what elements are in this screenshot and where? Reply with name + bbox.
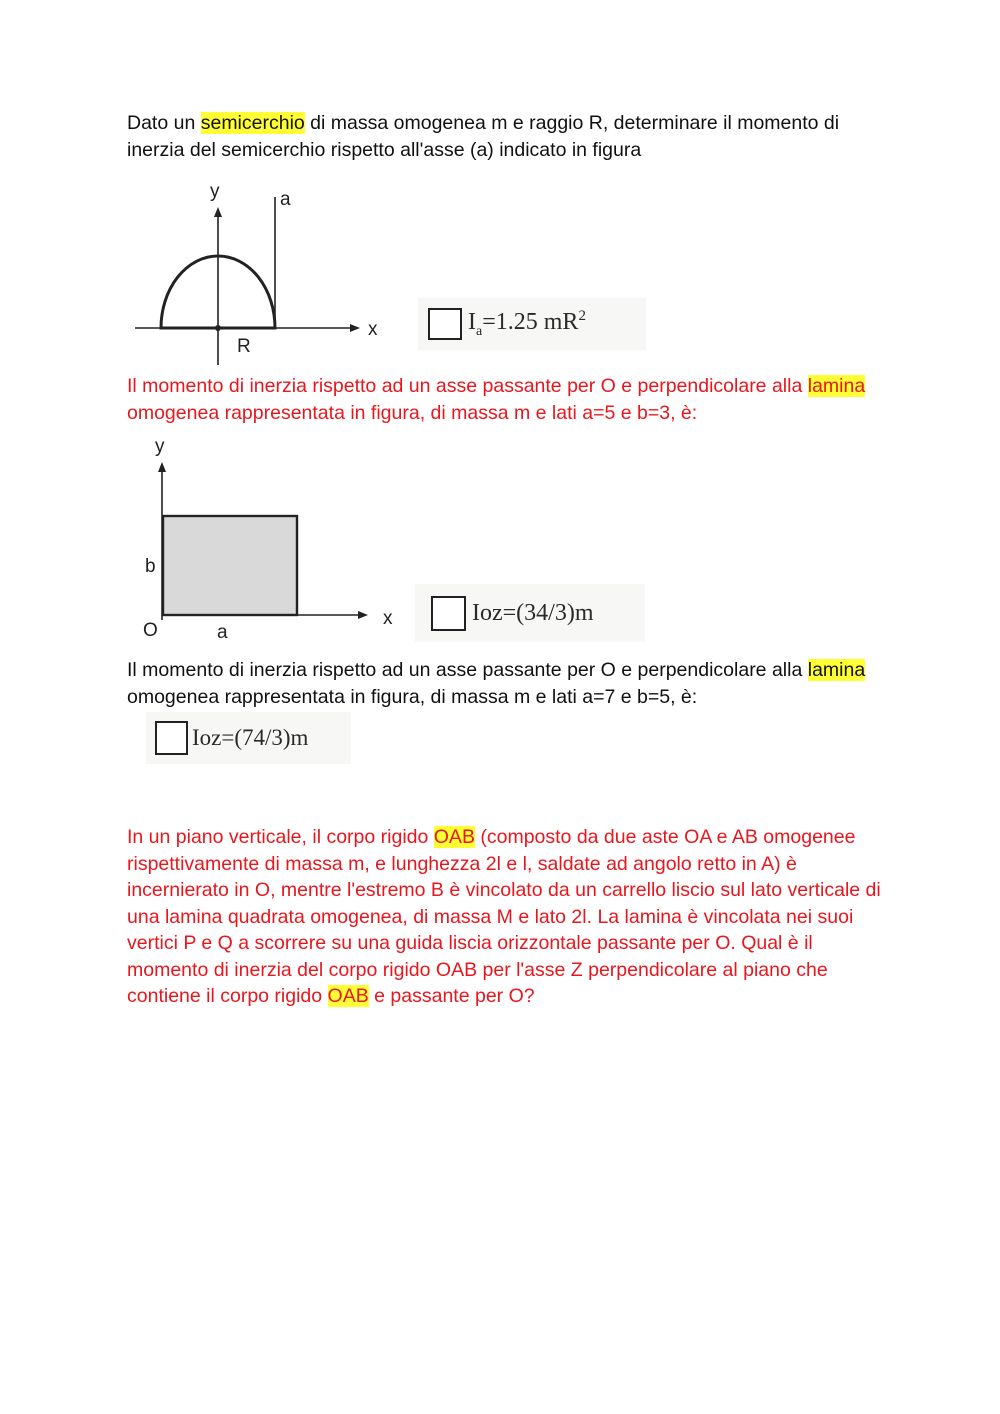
answer-1 [418, 298, 646, 350]
answer-3-formula: Ioz=(74/3)m [192, 725, 309, 750]
question-4-text: In un piano verticale, il corpo rigido OAB (composto da due aste OA e AB omogenee rispettivamente di massa m, e lunghezza 2l e l, saldate ad angolo retto in A) è incernierato in O, mentre l'estremo B è vincolato da un carrello liscio sul lato verticale di una lamina quadrata omogenea, di massa M e lato 2l. La lamina è vincolata nei suoi vertici P e Q a scorrere su una guida liscia orizzontale passante per O. Qual è il momento di inerzia del corpo rigido OAB per l'asse Z perpendicolare al piano che contiene il corpo rigido OAB e passante per O? [127, 826, 881, 1007]
label-y: y [155, 436, 165, 457]
answer-1-formula: $I_a=1.25$ $mR^2$ [468, 308, 586, 339]
label-o: O [143, 620, 158, 641]
label-r: R [237, 336, 251, 357]
origin-dot [215, 325, 221, 331]
y-axis-arrow [158, 462, 166, 472]
highlight-oab: OAB [327, 985, 369, 1007]
x-axis-arrow [350, 324, 360, 332]
x-axis-arrow [358, 611, 368, 619]
label-a: a [280, 189, 291, 210]
highlight-lamina: lamina [807, 659, 866, 681]
label-b: b [145, 556, 156, 577]
highlight-lamina: lamina [807, 375, 866, 397]
label-x: x [368, 319, 378, 340]
question-1-text: Dato un semicerchio di massa omogenea m e raggio R, determinare il momento di inerzia del semicerchio rispetto all'asse (a) indicato in figura [127, 112, 840, 161]
answer-3 [146, 712, 351, 764]
lamina-rectangle [163, 516, 297, 615]
answer-2-checkbox[interactable] [431, 596, 466, 631]
highlight-semicerchio: semicerchio [200, 112, 305, 134]
label-a: a [217, 622, 228, 643]
answer-3-checkbox[interactable] [155, 721, 188, 755]
question-2-text: Il momento di inerzia rispetto ad un asse passante per O e perpendicolare alla lamina omogenea rappresentata in figura, di massa m e lati a=5 e b=3, è: [127, 375, 866, 424]
answer-1-checkbox[interactable] [428, 308, 462, 340]
y-axis-arrow [214, 207, 222, 217]
label-x: x [383, 608, 393, 629]
label-y: y [210, 181, 220, 202]
highlight-oab: OAB [433, 826, 475, 848]
question-3-text: Il momento di inerzia rispetto ad un asse passante per O e perpendicolare alla lamina omogenea rappresentata in figura, di massa m e lati a=7 e b=5, è: [127, 659, 866, 708]
answer-2 [415, 584, 645, 642]
semicircle-figure [130, 175, 400, 370]
rectangle-figure [135, 430, 405, 645]
answer-2-formula: Ioz=(34/3)m [472, 599, 594, 626]
